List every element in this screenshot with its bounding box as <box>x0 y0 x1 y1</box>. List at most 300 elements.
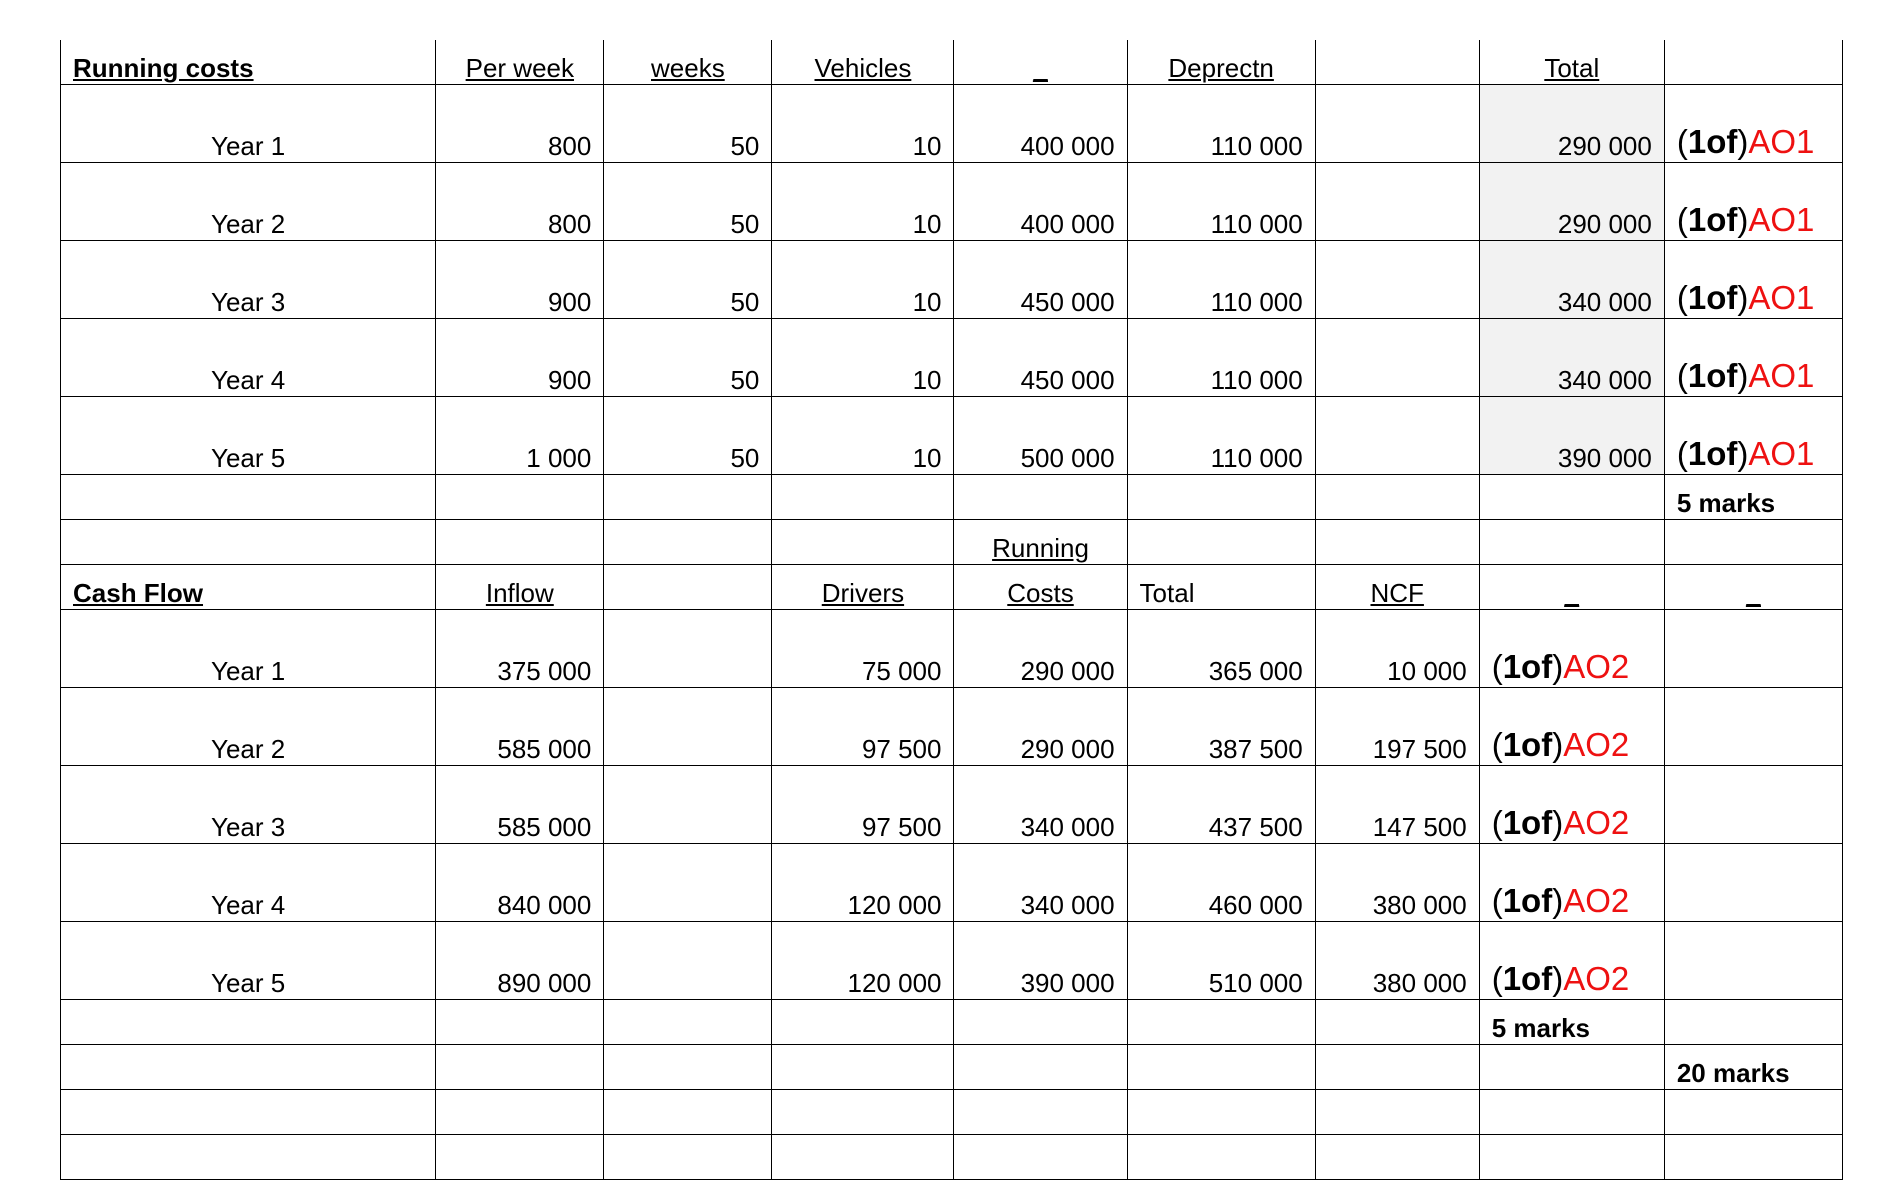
column-header-text: _ <box>1033 53 1048 83</box>
column-header <box>954 40 1127 85</box>
per-week-value-text: 1 000 <box>526 443 592 473</box>
subtotal-value <box>954 85 1127 163</box>
empty-cell <box>1315 475 1479 520</box>
depreciation-value <box>1127 241 1315 319</box>
empty-cell <box>1315 319 1479 397</box>
total-value-text: 437 500 <box>1208 812 1303 842</box>
total-value <box>1479 163 1664 241</box>
running-label-text: Running <box>992 533 1089 563</box>
grand-total-marks-text: 20 marks <box>1676 1058 1790 1088</box>
year-label-text: Year 4 <box>211 365 286 395</box>
column-header <box>772 565 954 610</box>
column-header <box>1664 565 1842 610</box>
empty-cell <box>436 1000 604 1045</box>
total-value-text: 387 500 <box>1208 734 1303 764</box>
assessment-mark <box>1492 960 1630 997</box>
weeks-value <box>604 85 772 163</box>
ncf-value <box>1315 688 1479 766</box>
subtotal-value <box>954 397 1127 475</box>
total-value-text: 290 000 <box>1557 131 1652 161</box>
empty-cell <box>772 1045 954 1090</box>
ncf-value-text: 380 000 <box>1372 890 1467 920</box>
empty-cell <box>436 475 604 520</box>
column-header <box>1479 565 1664 610</box>
cash-flow-row <box>61 766 1843 844</box>
cash-flow-heading <box>61 565 436 610</box>
empty-cell <box>1479 475 1664 520</box>
vehicles-value-text: 10 <box>912 287 942 317</box>
total-value <box>1127 844 1315 922</box>
year-label <box>61 163 436 241</box>
empty-cell <box>604 922 772 1000</box>
running-cost-row <box>61 241 1843 319</box>
assessment-mark-one: 1of <box>1687 201 1738 238</box>
empty-cell <box>604 1045 772 1090</box>
empty-cell <box>604 610 772 688</box>
cash-flow-pre-header-row <box>61 520 1843 565</box>
ncf-value <box>1315 610 1479 688</box>
ncf-value-text: 197 500 <box>1372 734 1467 764</box>
column-header-text: _ <box>1746 578 1761 608</box>
inflow-value-text: 585 000 <box>497 734 592 764</box>
empty-cell <box>1664 1090 1842 1135</box>
empty-cell <box>61 475 436 520</box>
subtotal-value <box>954 241 1127 319</box>
empty-cell <box>1664 520 1842 565</box>
empty-cell <box>954 1045 1127 1090</box>
costs-value <box>954 688 1127 766</box>
assessment-mark-open: ( <box>1491 726 1503 763</box>
column-header <box>1479 40 1664 85</box>
year-label-text: Year 3 <box>211 812 286 842</box>
assessment-mark-code: AO2 <box>1563 726 1630 763</box>
assessment-mark-one: 1of <box>1502 804 1553 841</box>
assessment-mark-code: AO2 <box>1563 882 1630 919</box>
depreciation-value <box>1127 319 1315 397</box>
weeks-value <box>604 319 772 397</box>
empty-cell <box>604 844 772 922</box>
empty-cell <box>604 475 772 520</box>
empty-cell <box>1664 922 1842 1000</box>
empty-cell <box>1664 1135 1842 1180</box>
costs-value <box>954 844 1127 922</box>
total-value-text: 510 000 <box>1208 968 1303 998</box>
weeks-value-text: 50 <box>730 209 760 239</box>
cash-flow-marks-row <box>61 1000 1843 1045</box>
column-header-text: _ <box>1564 578 1579 608</box>
empty-cell <box>772 1000 954 1045</box>
total-value <box>1127 766 1315 844</box>
assessment-mark-close: ) <box>1737 123 1749 160</box>
marks-label-text: 5 marks <box>1491 1013 1591 1043</box>
ncf-value <box>1315 922 1479 1000</box>
marks-label <box>1479 1000 1664 1045</box>
empty-cell <box>604 1135 772 1180</box>
total-value-text: 390 000 <box>1557 443 1652 473</box>
empty-cell <box>61 1135 436 1180</box>
empty-cell <box>604 565 772 610</box>
mark-cell <box>1664 241 1842 319</box>
empty-cell <box>1127 1135 1315 1180</box>
assessment-mark <box>1492 882 1630 919</box>
empty-cell <box>1664 688 1842 766</box>
empty-cell <box>436 1135 604 1180</box>
total-value <box>1127 922 1315 1000</box>
year-label-text: Year 1 <box>211 656 286 686</box>
subtotal-value-text: 450 000 <box>1020 287 1115 317</box>
vehicles-value <box>772 319 954 397</box>
mark-cell <box>1664 319 1842 397</box>
costs-value-text: 390 000 <box>1020 968 1115 998</box>
column-header-text: Costs <box>1007 578 1074 608</box>
empty-cell <box>1315 85 1479 163</box>
assessment-mark <box>1677 357 1815 394</box>
empty-cell <box>954 1090 1127 1135</box>
assessment-mark-code: AO2 <box>1563 648 1630 685</box>
mark-cell <box>1664 397 1842 475</box>
drivers-value <box>772 688 954 766</box>
empty-cell <box>1315 241 1479 319</box>
year-label <box>61 922 436 1000</box>
depreciation-value <box>1127 397 1315 475</box>
empty-cell <box>61 1000 436 1045</box>
year-label <box>61 397 436 475</box>
cash-flow-row <box>61 844 1843 922</box>
empty-cell <box>61 1090 436 1135</box>
total-value-text: 340 000 <box>1557 287 1652 317</box>
assessment-mark <box>1492 726 1630 763</box>
empty-cell <box>1664 844 1842 922</box>
empty-cell <box>772 475 954 520</box>
drivers-value-text: 120 000 <box>847 890 942 920</box>
ncf-value <box>1315 766 1479 844</box>
subtotal-value-text: 400 000 <box>1020 131 1115 161</box>
total-value <box>1127 688 1315 766</box>
marks-label <box>1664 475 1842 520</box>
weeks-value-text: 50 <box>730 443 760 473</box>
marks-label-text: 5 marks <box>1676 488 1776 518</box>
costs-value-text: 290 000 <box>1020 656 1115 686</box>
mark-cell <box>1479 922 1664 1000</box>
depreciation-value <box>1127 85 1315 163</box>
column-header <box>1127 40 1315 85</box>
empty-cell <box>436 520 604 565</box>
column-header <box>772 40 954 85</box>
ncf-value-text: 380 000 <box>1372 968 1467 998</box>
year-label-text: Year 5 <box>211 443 286 473</box>
assessment-mark-code: AO1 <box>1748 123 1815 160</box>
per-week-value <box>436 241 604 319</box>
running-cost-row <box>61 319 1843 397</box>
total-value <box>1127 610 1315 688</box>
empty-cell <box>604 688 772 766</box>
running-costs-marks-row <box>61 475 1843 520</box>
weeks-value-text: 50 <box>730 365 760 395</box>
weeks-value-text: 50 <box>730 287 760 317</box>
subtotal-value <box>954 163 1127 241</box>
assessment-mark <box>1492 648 1630 685</box>
empty-cell <box>1315 40 1479 85</box>
subtotal-value-text: 400 000 <box>1020 209 1115 239</box>
inflow-value <box>436 922 604 1000</box>
running-cost-row <box>61 163 1843 241</box>
empty-cell <box>1479 520 1664 565</box>
assessment-mark-one: 1of <box>1687 435 1738 472</box>
subtotal-value-text: 500 000 <box>1020 443 1115 473</box>
grand-total-marks <box>1664 1045 1842 1090</box>
assessment-mark-one: 1of <box>1502 726 1553 763</box>
assessment-mark-close: ) <box>1737 201 1749 238</box>
assessment-mark-open: ( <box>1491 960 1503 997</box>
drivers-value <box>772 766 954 844</box>
empty-cell <box>1127 1090 1315 1135</box>
cash-flow-row <box>61 688 1843 766</box>
empty-cell <box>1315 1045 1479 1090</box>
depreciation-value <box>1127 163 1315 241</box>
empty-cell <box>772 1090 954 1135</box>
empty-cell <box>604 520 772 565</box>
drivers-value <box>772 610 954 688</box>
costs-value <box>954 922 1127 1000</box>
empty-cell <box>1664 766 1842 844</box>
empty-cell <box>772 1135 954 1180</box>
assessment-mark <box>1677 201 1815 238</box>
assessment-mark-open: ( <box>1676 279 1688 316</box>
assessment-mark <box>1677 279 1815 316</box>
empty-cell <box>604 1000 772 1045</box>
column-header-text: Total <box>1544 53 1600 83</box>
assessment-mark <box>1677 123 1815 160</box>
costs-value <box>954 766 1127 844</box>
weeks-value <box>604 163 772 241</box>
assessment-mark-one: 1of <box>1502 960 1553 997</box>
mark-cell <box>1479 610 1664 688</box>
mark-cell <box>1479 844 1664 922</box>
assessment-mark-open: ( <box>1676 435 1688 472</box>
subtotal-value-text: 450 000 <box>1020 365 1115 395</box>
column-header <box>436 40 604 85</box>
assessment-mark-code: AO1 <box>1748 279 1815 316</box>
year-label <box>61 610 436 688</box>
empty-cell <box>61 520 436 565</box>
column-header-text: Vehicles <box>814 53 912 83</box>
weeks-value <box>604 241 772 319</box>
marking-scheme-table <box>60 40 1843 1180</box>
year-label-text: Year 4 <box>211 890 286 920</box>
depreciation-value-text: 110 000 <box>1210 365 1303 395</box>
empty-cell <box>1315 1135 1479 1180</box>
column-header <box>1127 565 1315 610</box>
depreciation-value-text: 110 000 <box>1210 443 1303 473</box>
per-week-value <box>436 163 604 241</box>
assessment-mark-close: ) <box>1552 960 1564 997</box>
assessment-mark-open: ( <box>1491 648 1503 685</box>
assessment-mark-one: 1of <box>1502 648 1553 685</box>
empty-cell <box>1664 610 1842 688</box>
per-week-value-text: 900 <box>547 365 592 395</box>
column-header <box>954 565 1127 610</box>
drivers-value-text: 97 500 <box>861 734 942 764</box>
empty-row <box>61 1090 1843 1135</box>
inflow-value-text: 840 000 <box>497 890 592 920</box>
assessment-mark <box>1492 804 1630 841</box>
empty-cell <box>1479 1135 1664 1180</box>
year-label-text: Year 2 <box>211 734 286 764</box>
assessment-mark-close: ) <box>1552 726 1564 763</box>
empty-cell <box>604 1090 772 1135</box>
running-costs-heading <box>61 40 436 85</box>
total-value <box>1479 241 1664 319</box>
running-costs-heading-text: Running costs <box>73 53 254 83</box>
year-label-text: Year 5 <box>211 968 286 998</box>
depreciation-value-text: 110 000 <box>1210 287 1303 317</box>
empty-cell <box>1127 1000 1315 1045</box>
costs-value-text: 340 000 <box>1020 890 1115 920</box>
running-cost-row <box>61 397 1843 475</box>
cash-flow-row <box>61 610 1843 688</box>
per-week-value-text: 900 <box>547 287 592 317</box>
vehicles-value <box>772 241 954 319</box>
running-costs-header-row <box>61 40 1843 85</box>
assessment-mark-code: AO1 <box>1748 201 1815 238</box>
assessment-mark-open: ( <box>1491 882 1503 919</box>
column-header-text: Total <box>1139 578 1195 608</box>
assessment-mark-close: ) <box>1552 882 1564 919</box>
year-label-text: Year 3 <box>211 287 286 317</box>
year-label-text: Year 2 <box>211 209 286 239</box>
year-label <box>61 844 436 922</box>
assessment-mark-close: ) <box>1737 357 1749 394</box>
cash-flow-heading-text: Cash Flow <box>73 578 204 608</box>
costs-value <box>954 610 1127 688</box>
assessment-mark-code: AO1 <box>1748 435 1815 472</box>
assessment-mark-code: AO2 <box>1563 960 1630 997</box>
vehicles-value-text: 10 <box>912 365 942 395</box>
total-value-text: 340 000 <box>1557 365 1652 395</box>
empty-cell <box>954 475 1127 520</box>
column-header-text: Drivers <box>821 578 905 608</box>
vehicles-value <box>772 85 954 163</box>
per-week-value-text: 800 <box>547 131 592 161</box>
inflow-value <box>436 766 604 844</box>
ncf-value <box>1315 844 1479 922</box>
column-header-text: Inflow <box>485 578 554 608</box>
total-value-text: 460 000 <box>1208 890 1303 920</box>
running-cost-row <box>61 85 1843 163</box>
mark-cell <box>1479 688 1664 766</box>
per-week-value <box>436 85 604 163</box>
column-header <box>1315 565 1479 610</box>
ncf-value-text: 147 500 <box>1372 812 1467 842</box>
grand-total-row <box>61 1045 1843 1090</box>
assessment-mark-open: ( <box>1491 804 1503 841</box>
assessment-mark-one: 1of <box>1687 357 1738 394</box>
empty-cell <box>1127 475 1315 520</box>
assessment-mark-close: ) <box>1552 648 1564 685</box>
drivers-value-text: 75 000 <box>861 656 942 686</box>
empty-cell <box>1479 1045 1664 1090</box>
empty-cell <box>604 766 772 844</box>
vehicles-value-text: 10 <box>912 209 942 239</box>
total-value <box>1479 85 1664 163</box>
total-value <box>1479 397 1664 475</box>
weeks-value-text: 50 <box>730 131 760 161</box>
assessment-mark-open: ( <box>1676 201 1688 238</box>
empty-cell <box>61 1045 436 1090</box>
year-label-text: Year 1 <box>211 131 286 161</box>
inflow-value <box>436 688 604 766</box>
assessment-mark-code: AO2 <box>1563 804 1630 841</box>
per-week-value <box>436 319 604 397</box>
ncf-value-text: 10 000 <box>1387 656 1467 686</box>
assessment-mark-close: ) <box>1552 804 1564 841</box>
costs-value-text: 290 000 <box>1020 734 1115 764</box>
empty-cell <box>1127 1045 1315 1090</box>
drivers-value-text: 97 500 <box>861 812 942 842</box>
inflow-value-text: 375 000 <box>497 656 592 686</box>
column-header-text: Deprectn <box>1168 53 1274 83</box>
per-week-value-text: 800 <box>547 209 592 239</box>
inflow-value-text: 585 000 <box>497 812 592 842</box>
empty-cell <box>1315 1000 1479 1045</box>
vehicles-value-text: 10 <box>912 131 942 161</box>
empty-cell <box>436 1045 604 1090</box>
vehicles-value <box>772 397 954 475</box>
assessment-mark-code: AO1 <box>1748 357 1815 394</box>
empty-cell <box>772 520 954 565</box>
total-value <box>1479 319 1664 397</box>
depreciation-value-text: 110 000 <box>1210 209 1303 239</box>
inflow-value <box>436 610 604 688</box>
mark-cell <box>1479 766 1664 844</box>
subtotal-value <box>954 319 1127 397</box>
empty-row <box>61 1135 1843 1180</box>
inflow-value-text: 890 000 <box>497 968 592 998</box>
table-body <box>61 40 1843 1180</box>
costs-value-text: 340 000 <box>1020 812 1115 842</box>
drivers-value <box>772 844 954 922</box>
column-header-text: NCF <box>1370 578 1424 608</box>
total-value-text: 290 000 <box>1557 209 1652 239</box>
assessment-mark-close: ) <box>1737 279 1749 316</box>
empty-cell <box>1315 163 1479 241</box>
mark-cell <box>1664 85 1842 163</box>
vehicles-value-text: 10 <box>912 443 942 473</box>
assessment-mark-close: ) <box>1737 435 1749 472</box>
empty-cell <box>1664 1000 1842 1045</box>
cash-flow-row <box>61 922 1843 1000</box>
running-label <box>954 520 1127 565</box>
per-week-value <box>436 397 604 475</box>
assessment-mark-open: ( <box>1676 123 1688 160</box>
assessment-mark-one: 1of <box>1502 882 1553 919</box>
empty-cell <box>954 1000 1127 1045</box>
year-label <box>61 766 436 844</box>
year-label <box>61 241 436 319</box>
column-header <box>604 40 772 85</box>
empty-cell <box>1315 1090 1479 1135</box>
year-label <box>61 319 436 397</box>
cash-flow-header-row <box>61 565 1843 610</box>
mark-cell <box>1664 163 1842 241</box>
empty-cell <box>1315 397 1479 475</box>
empty-cell <box>1664 40 1842 85</box>
assessment-mark-one: 1of <box>1687 123 1738 160</box>
drivers-value-text: 120 000 <box>847 968 942 998</box>
depreciation-value-text: 110 000 <box>1210 131 1303 161</box>
assessment-mark-open: ( <box>1676 357 1688 394</box>
column-header-text: Per week <box>465 53 575 83</box>
